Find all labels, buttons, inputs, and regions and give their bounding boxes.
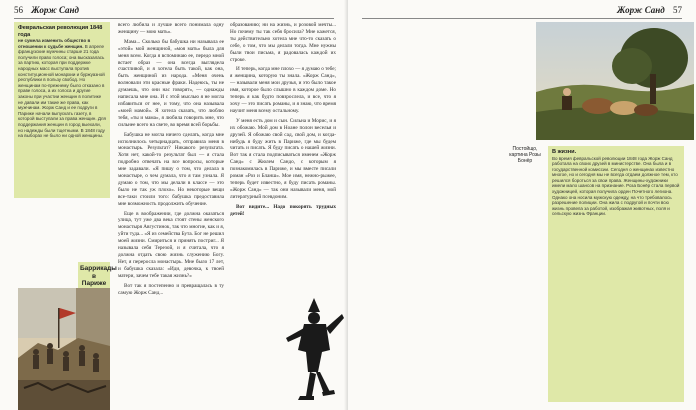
right-running-head <box>617 5 682 15</box>
silhouette-illustration <box>278 292 346 410</box>
sidebar-title: Февральская революция 1848 года <box>18 25 103 38</box>
left-column-2 <box>230 22 336 282</box>
barricades-illustration <box>18 288 110 410</box>
left-header-rule <box>14 18 334 19</box>
right-page <box>348 0 696 410</box>
painting-caption: Постойщо, картина Розы Бонёр <box>509 146 541 164</box>
bonheur-painting <box>536 22 694 140</box>
paragraph: образованию; ни на жизнь, и розовой мечты... Но почему ты так себя бросила? Мне кажется, ты действительно хотела мне что-то сказать о себе, о том, что мы делали тогда. Мне нужны были твои письма, я радовалась каждой их строке. <box>230 22 336 63</box>
sidebar-body: В апреле французские мужчины старше 21 года получили право голоса; она высказалась за партию, которая при поддержке народных масс выступала против конституционной монархии и буржуазной республики в пользу свобод. Но женщинам по-прежнему было отказано в праве голоса, а их голоса и другие законы при участии женщин в политике не давали им такие же права, как мужчинам. Жорж Санд и ее подруги в Париже начали выпускать газету, в которой выступали за права женщин. Для поддержания женщин в город выехали, но надежды были тщетными. В 1848 году на выборах не было ни одной женщины. <box>18 43 106 139</box>
barricades-caption: Баррикады в Париже <box>78 262 110 306</box>
sidebar-body: Во время февральской революции 1848 года Жорж Санд работала на своих друзей в министерстве. Она была и в государственной комиссии. Сегодня о женщинах известно многое, но и сегодня мы не всегда отдаем должное тем, кто решился бороться за свои права. Женщины-художники имели мало шансов на признание. Роза Бонёр стала первой художницей, которая получила орден Почетного легиона. Однако она носила мужскую одежду, на что требовалось разрешение полиции. Она жила с подругой и почти всю жизнь провела за работой, изображая животных, поля и сельскую жизнь Франции. <box>552 155 680 217</box>
right-running-title: Жорж Санд <box>616 5 665 15</box>
revolution-sidebar <box>14 22 110 198</box>
paragraph: Мама... Сколько бы бабушка ни называла ее «этой» мой женщиной, «моя мать» была для меня всем. Когда я вспоминаю ее, передо мной встает образ — она всегда выглядела счастливой, и я хотела быть такой, как она, быть женщиной из народа. «Меня очень волновали эти красные фраки. Надеюсь, ты не думаешь, что они нас говорят», — однажды написала мне она. И с этой мыслью я не могла избавиться от нее, и тому, что она называла «моей мамой». Я хотела сказать, что люблю тебя, «ты и мама», я любила говорить мне, что сильнее всего на свете, во время всей борьбы. <box>118 38 224 128</box>
left-page-number: 56 <box>14 5 23 15</box>
paragraph: Вот видите... Надо покорять трудных детей! <box>230 203 336 217</box>
sidebar-title: В жизни. <box>552 149 577 155</box>
paragraph: Еще в воображении, где должна оказаться улица, тут уже два века стоят стены женского монастыря Августинок, так что многие, как и я, уйти туда... «Я из семейства Бута. Бог не решил моей жизни. Смириться и принять постриг... Я называла себя Терезой, и я считала, что я должна отдать свою жизнь служению Богу. Нет, я переросла монастырь. Мне было 17 лет, и бабушка сказала: «Иди, девочка, к твоей матери, зачем тебе такая жизнь?» <box>118 210 224 279</box>
paragraph: Бабушка не могла ничего сделать, когда мне исполнилось четырнадцать, отправила меня в монастырь. Результат? Никакого результата. Хотя нет, какой-то результат был — я стала подробно отвечать на все вопросы, которые мне задавали. «Я пишу о том, что делала в монастыре, о чем думала, что я там узнала. Я думаю о том, что мы делали в классе — это было не так уж плохо». Но некоторые вещи все-таки стоили того: бабушка предоставила мне возможность продолжить обучение. <box>118 131 224 207</box>
right-page-number: 57 <box>673 5 682 15</box>
paragraph: И теперь, когда мне плохо — я думаю о тебе; я женщина, которую ты знала. «Жорж Санд», — называли меня мои друзья, и это было такое имя, которое было слышно в каждом доме. Но теперь я как будто повзрослела, и все, что я хочу — это писать романы, и я знаю, что время научит меня всему остальному. <box>230 66 336 114</box>
sidebar-lead: не сумела изменить общество в отношении к судьбе женщин. <box>18 38 91 49</box>
paragraph: Вот так я постепенно и превращалась в ту самую Жорж Санд... <box>118 282 224 296</box>
left-running-head <box>14 5 79 15</box>
paragraph: У меня есть дом и сын. Сильна и Морис, и я их обожаю. Мой дом в Ноане полон веселья и друзей. Я обожаю свой сад, свой дом, и когда-нибудь я буду жить в Париже, где мы будем читать и писать. Я буду писать о нашей жизни. Вот так я стала подписываться именем «Жорж Санд» с Жюлем Сандо, с которым я познакомилась в Париже, и мы вместе писали роман «Роз и Бланш». Мое имя, нежно-рыжее, теперь будет известно, я буду писать романы. «Жорж Санд» — так они называли меня, мой литературный псевдоним. <box>230 117 336 200</box>
paragraph: всего любила и лучше всего понимала одну женщину — мою мать». <box>118 22 224 35</box>
bonheur-sidebar <box>548 146 684 402</box>
right-header-rule <box>362 18 682 19</box>
left-column-1 <box>118 22 224 406</box>
left-running-title: Жорж Санд <box>31 5 80 15</box>
